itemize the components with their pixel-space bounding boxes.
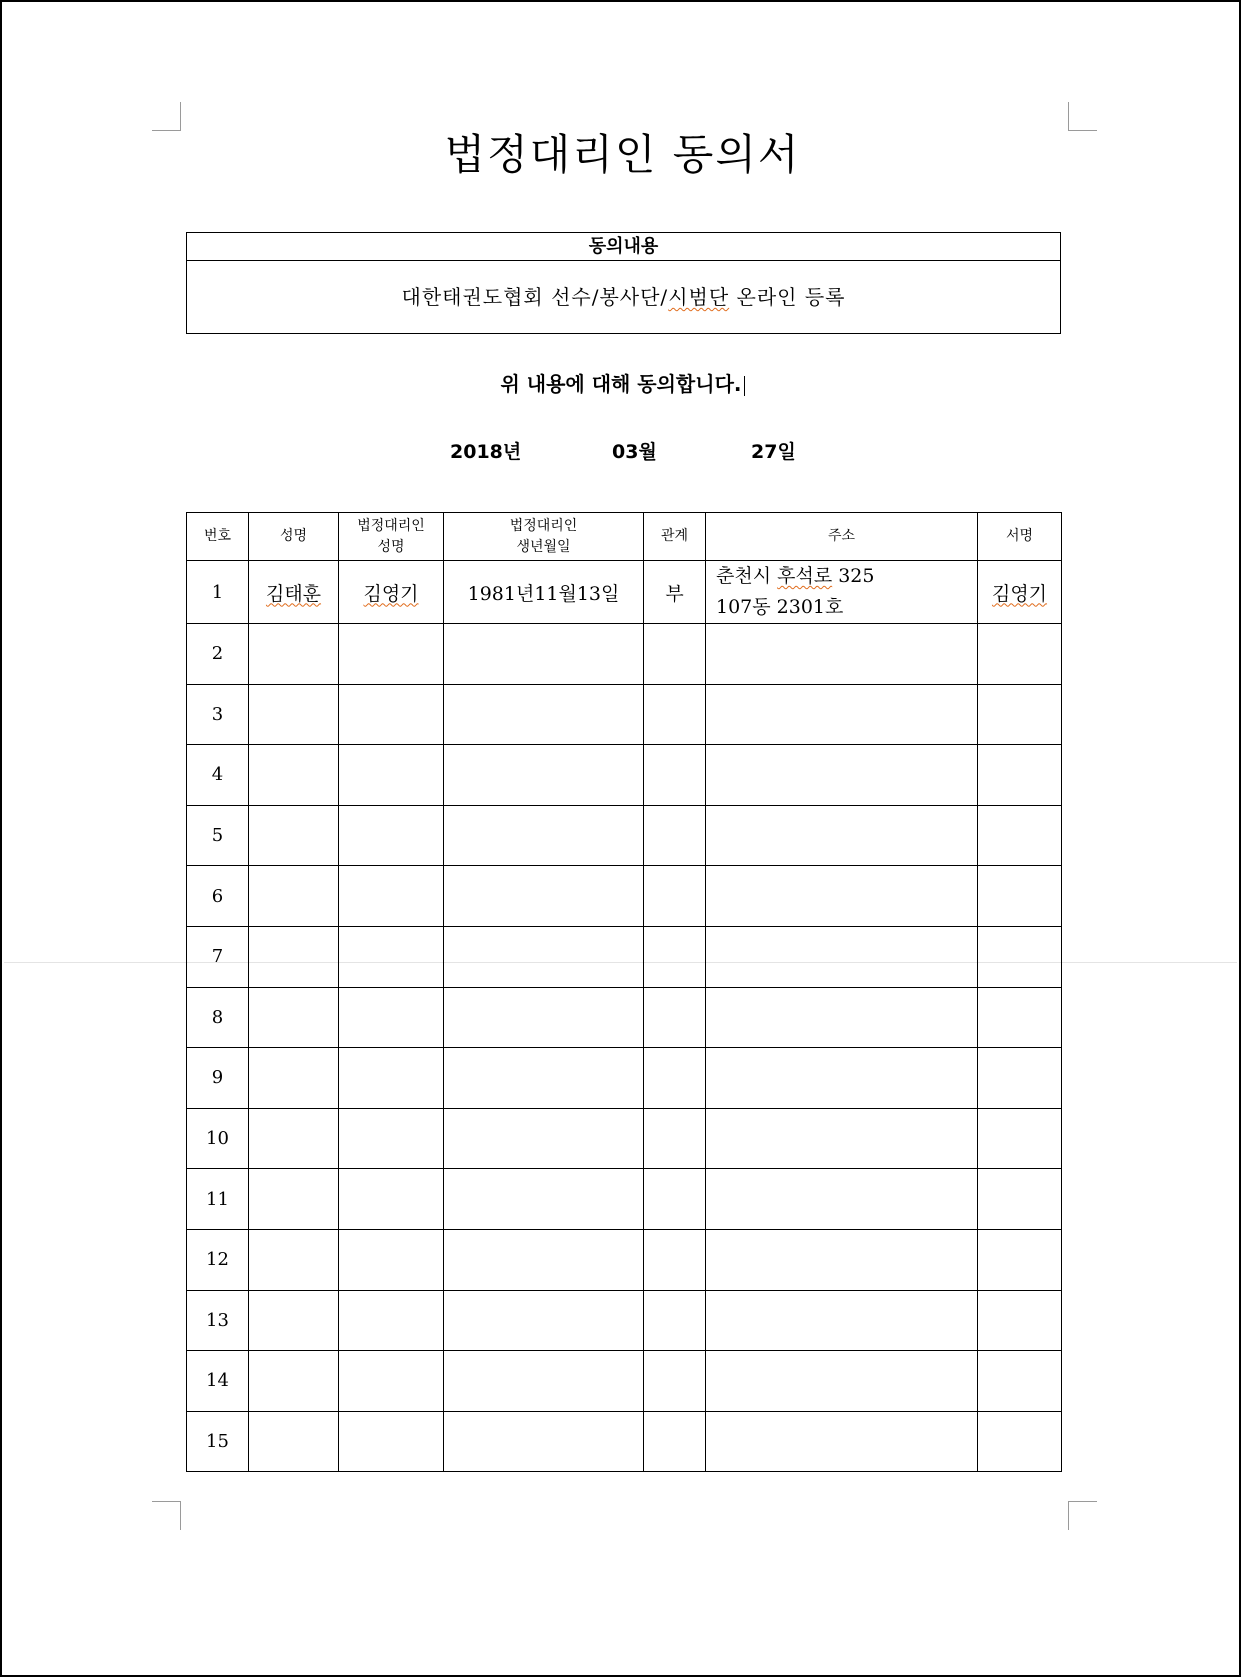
cell-guardian-name[interactable] xyxy=(339,1411,444,1472)
cell-guardian-name[interactable] xyxy=(339,624,444,685)
cell-guardian-birth[interactable] xyxy=(444,1351,644,1412)
cell-signature[interactable] xyxy=(978,1048,1062,1109)
cell-address[interactable] xyxy=(706,561,978,624)
cell-signature[interactable] xyxy=(978,866,1062,927)
cell-guardian-birth[interactable] xyxy=(444,805,644,866)
table-row xyxy=(187,926,1062,987)
cell-address[interactable] xyxy=(706,1229,978,1290)
cell-signature[interactable] xyxy=(978,624,1062,685)
cell-address[interactable] xyxy=(706,684,978,745)
cell-relation[interactable] xyxy=(644,1351,706,1412)
cell-guardian-name[interactable] xyxy=(339,1290,444,1351)
cell-name[interactable] xyxy=(249,561,339,624)
cell-guardian-name[interactable] xyxy=(339,1351,444,1412)
cell-signature[interactable] xyxy=(978,805,1062,866)
cell-relation[interactable] xyxy=(644,684,706,745)
cell-signature[interactable] xyxy=(978,745,1062,806)
text-cursor xyxy=(744,376,745,396)
cell-name[interactable] xyxy=(249,926,339,987)
cell-name[interactable] xyxy=(249,745,339,806)
cell-guardian-name[interactable] xyxy=(339,745,444,806)
cell-guardian-birth[interactable] xyxy=(444,926,644,987)
header-guardian-birth-line2: 생년월일 xyxy=(516,538,571,555)
cell-name[interactable] xyxy=(249,866,339,927)
cell-relation[interactable] xyxy=(644,987,706,1048)
cell-signature[interactable] xyxy=(978,926,1062,987)
cell-relation[interactable] xyxy=(644,745,706,806)
cell-address[interactable] xyxy=(706,1048,978,1109)
header-guardian-birth xyxy=(444,513,644,561)
header-signature: 서명 xyxy=(978,513,1062,561)
cell-address[interactable] xyxy=(706,1290,978,1351)
address-line1-part: 325 xyxy=(832,565,875,587)
consent-statement-text: 위 내용에 대해 동의합니다. xyxy=(500,372,742,396)
cell-name[interactable] xyxy=(249,805,339,866)
table-row xyxy=(187,624,1062,685)
registration-table xyxy=(186,512,1062,1472)
cell-number[interactable]: 5 xyxy=(187,805,249,866)
crop-mark-bottom-right xyxy=(1068,1501,1097,1530)
cell-name[interactable] xyxy=(249,987,339,1048)
cell-signature[interactable] xyxy=(978,987,1062,1048)
cell-guardian-birth[interactable] xyxy=(444,1169,644,1230)
cell-name[interactable] xyxy=(249,1048,339,1109)
header-address: 주소 xyxy=(706,513,978,561)
cell-guardian-name[interactable] xyxy=(339,561,444,624)
cell-relation[interactable] xyxy=(644,1290,706,1351)
table-row xyxy=(187,866,1062,927)
cell-guardian-name[interactable] xyxy=(339,1108,444,1169)
table-row xyxy=(187,684,1062,745)
cell-guardian-name[interactable] xyxy=(339,987,444,1048)
cell-relation[interactable] xyxy=(644,805,706,866)
table-row xyxy=(187,1290,1062,1351)
cell-name[interactable] xyxy=(249,624,339,685)
consent-content-part: 대한태권도협회 선수/봉사단/ xyxy=(401,285,669,309)
table-row xyxy=(187,1351,1062,1412)
table-row xyxy=(187,805,1062,866)
cell-name[interactable] xyxy=(249,1169,339,1230)
date-year: 2018년 xyxy=(450,441,522,463)
cell-guardian-name-text: 김영기 xyxy=(363,582,419,605)
cell-address[interactable] xyxy=(706,745,978,806)
crop-mark-bottom-left xyxy=(152,1501,181,1530)
header-number: 번호 xyxy=(187,513,249,561)
cell-number[interactable]: 11 xyxy=(187,1169,249,1230)
cell-guardian-birth[interactable] xyxy=(444,987,644,1048)
date-day: 27일 xyxy=(751,441,796,463)
cell-guardian-birth[interactable] xyxy=(444,624,644,685)
cell-signature[interactable] xyxy=(978,1290,1062,1351)
table-row xyxy=(187,1411,1062,1472)
table-row xyxy=(187,1108,1062,1169)
cell-signature[interactable] xyxy=(978,561,1062,624)
table-header-row xyxy=(187,513,1062,561)
cell-relation[interactable] xyxy=(644,1048,706,1109)
cell-guardian-name[interactable] xyxy=(339,926,444,987)
cell-address[interactable] xyxy=(706,1351,978,1412)
cell-relation[interactable] xyxy=(644,926,706,987)
header-guardian-name xyxy=(339,513,444,561)
table-row xyxy=(187,1048,1062,1109)
cell-number[interactable]: 2 xyxy=(187,624,249,685)
cell-name[interactable] xyxy=(249,1108,339,1169)
cell-signature[interactable] xyxy=(978,1351,1062,1412)
cell-number[interactable]: 15 xyxy=(187,1411,249,1472)
date-month: 03월 xyxy=(612,441,657,463)
cell-signature[interactable] xyxy=(978,1411,1062,1472)
address-street-flagged: 후석로 xyxy=(777,565,833,587)
cell-guardian-birth[interactable]: 1981년11월13일 xyxy=(444,561,644,624)
cell-guardian-birth[interactable] xyxy=(444,866,644,927)
cell-guardian-name[interactable] xyxy=(339,1048,444,1109)
cell-relation[interactable] xyxy=(644,624,706,685)
cell-guardian-birth[interactable] xyxy=(444,1108,644,1169)
cell-number[interactable]: 6 xyxy=(187,866,249,927)
address-line2: 107동 2301호 xyxy=(716,596,844,618)
table-row xyxy=(187,1229,1062,1290)
cell-number[interactable]: 3 xyxy=(187,684,249,745)
cell-relation[interactable] xyxy=(644,1411,706,1472)
cell-name[interactable] xyxy=(249,684,339,745)
consent-content-part: 온라인 등록 xyxy=(729,285,846,309)
cell-number[interactable]: 1 xyxy=(187,561,249,624)
header-guardian-name-line1: 법정대리인 xyxy=(357,517,425,534)
spellcheck-flagged-word: 시범단 xyxy=(668,285,730,309)
table-row xyxy=(187,987,1062,1048)
cell-signature[interactable] xyxy=(978,684,1062,745)
consent-statement[interactable] xyxy=(2,368,1241,397)
cell-name[interactable] xyxy=(249,1290,339,1351)
cell-guardian-birth[interactable] xyxy=(444,1411,644,1472)
cell-number[interactable]: 8 xyxy=(187,987,249,1048)
cell-number[interactable]: 13 xyxy=(187,1290,249,1351)
header-relation: 관계 xyxy=(644,513,706,561)
consent-header: 동의내용 xyxy=(187,233,1060,261)
cell-signature[interactable] xyxy=(978,1108,1062,1169)
cell-number[interactable]: 4 xyxy=(187,745,249,806)
cell-address[interactable] xyxy=(706,624,978,685)
table-row xyxy=(187,745,1062,806)
document-title: 법정대리인 동의서 xyxy=(444,130,801,179)
cell-guardian-name[interactable] xyxy=(339,1229,444,1290)
cell-address[interactable] xyxy=(706,805,978,866)
cell-name[interactable] xyxy=(249,1351,339,1412)
cell-number[interactable]: 12 xyxy=(187,1229,249,1290)
header-name: 성명 xyxy=(249,513,339,561)
cell-relation[interactable] xyxy=(644,1169,706,1230)
cell-number[interactable]: 7 xyxy=(187,926,249,987)
header-guardian-name-line2: 성명 xyxy=(377,538,405,555)
cell-address[interactable] xyxy=(706,866,978,927)
cell-guardian-name[interactable] xyxy=(339,866,444,927)
cell-guardian-birth[interactable] xyxy=(444,684,644,745)
cell-guardian-birth[interactable] xyxy=(444,1048,644,1109)
cell-relation[interactable] xyxy=(644,1229,706,1290)
cell-address[interactable] xyxy=(706,1411,978,1472)
cell-guardian-name[interactable] xyxy=(339,1169,444,1230)
cell-name-text: 김태훈 xyxy=(265,582,322,605)
cell-number[interactable]: 14 xyxy=(187,1351,249,1412)
consent-content[interactable] xyxy=(187,261,1060,333)
cell-guardian-name[interactable] xyxy=(339,805,444,866)
cell-relation[interactable]: 부 xyxy=(644,561,706,624)
cell-relation[interactable] xyxy=(644,866,706,927)
cell-name[interactable] xyxy=(249,1411,339,1472)
cell-address[interactable] xyxy=(706,1169,978,1230)
address-line1-part: 춘천시 xyxy=(716,565,778,587)
cell-guardian-name[interactable] xyxy=(339,684,444,745)
cell-number[interactable]: 10 xyxy=(187,1108,249,1169)
header-guardian-birth-line1: 법정대리인 xyxy=(509,517,578,534)
cell-signature[interactable] xyxy=(978,1169,1062,1230)
cell-guardian-birth[interactable] xyxy=(444,745,644,806)
cell-relation[interactable] xyxy=(644,1108,706,1169)
cell-guardian-birth[interactable] xyxy=(444,1290,644,1351)
cell-address[interactable] xyxy=(706,926,978,987)
cell-signature-text: 김영기 xyxy=(991,582,1048,605)
cell-signature[interactable] xyxy=(978,1229,1062,1290)
table-row xyxy=(187,561,1062,624)
cell-name[interactable] xyxy=(249,1229,339,1290)
table-row xyxy=(187,1169,1062,1230)
consent-box xyxy=(186,232,1061,334)
cell-guardian-birth[interactable] xyxy=(444,1229,644,1290)
cell-address[interactable] xyxy=(706,1108,978,1169)
cell-address[interactable] xyxy=(706,987,978,1048)
cell-number[interactable]: 9 xyxy=(187,1048,249,1109)
